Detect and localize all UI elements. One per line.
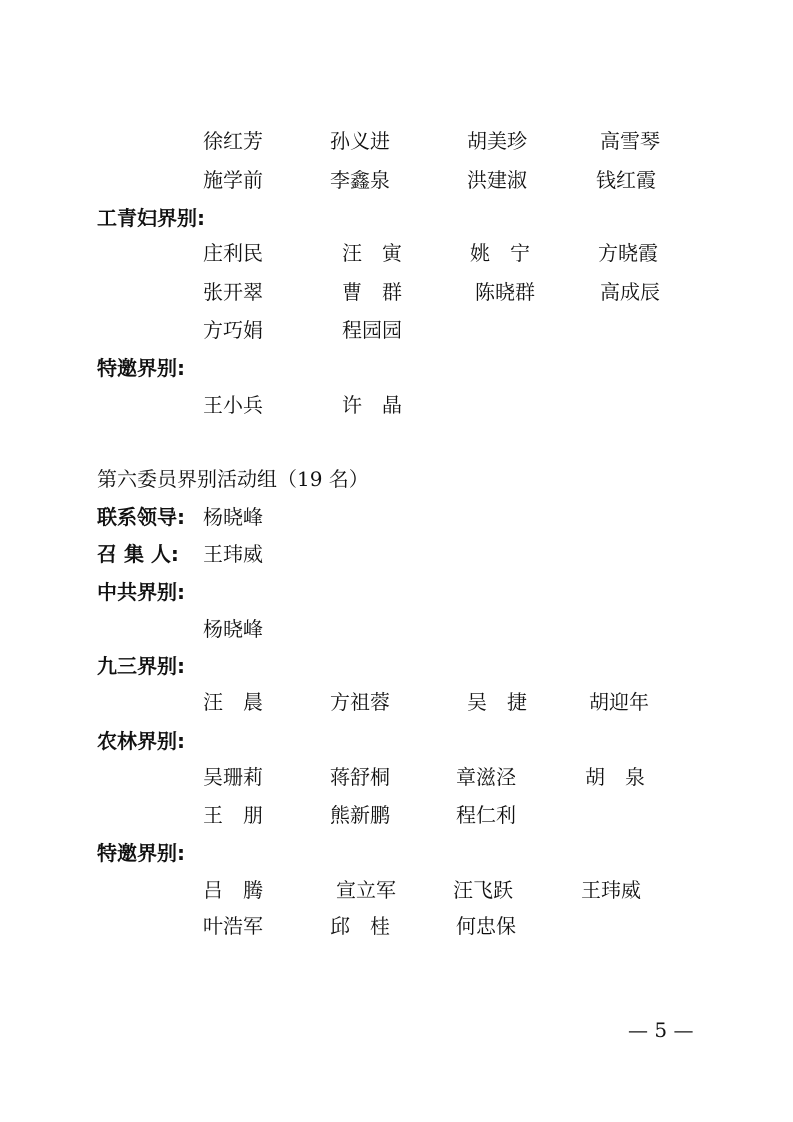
name: 吕 腾 xyxy=(203,878,263,902)
name: 程园园 xyxy=(342,318,402,342)
name: 施学前 xyxy=(203,168,263,192)
name: 高雪琴 xyxy=(600,129,660,153)
name: 徐红芳 xyxy=(203,129,263,153)
name: 叶浩军 xyxy=(203,914,263,938)
name: 庄利民 xyxy=(203,241,263,265)
name: 方祖蓉 xyxy=(330,690,390,714)
name: 张开翠 xyxy=(203,280,263,304)
name: 杨晓峰 xyxy=(203,617,263,641)
name: 何忠保 xyxy=(456,914,516,938)
name: 王小兵 xyxy=(203,393,263,417)
name: 蒋舒桐 xyxy=(330,765,390,789)
contact-leader-label: 联系领导: xyxy=(97,505,185,529)
name: 汪 晨 xyxy=(203,690,263,714)
name: 宣立军 xyxy=(336,878,396,902)
contact-leader-name: 杨晓峰 xyxy=(203,505,263,529)
name: 陈晓群 xyxy=(475,280,535,304)
group-title: 第六委员界别活动组（19 名） xyxy=(97,467,369,491)
name: 胡 泉 xyxy=(585,765,645,789)
name: 章滋泾 xyxy=(456,765,516,789)
name: 曹 群 xyxy=(342,280,402,304)
name: 吴珊莉 xyxy=(203,765,263,789)
name: 钱红霞 xyxy=(596,168,656,192)
name: 洪建淑 xyxy=(467,168,527,192)
name: 程仁利 xyxy=(456,803,516,827)
sector-heading-nonglin: 农林界别: xyxy=(97,729,185,753)
name: 熊新鹏 xyxy=(330,803,390,827)
sector-heading-jiusan: 九三界别: xyxy=(97,654,185,678)
sector-heading-gqf: 工青妇界别: xyxy=(97,206,205,230)
convener-label: 召 集 人: xyxy=(97,542,179,566)
page-number: — 5 — xyxy=(628,1018,694,1042)
name: 高成辰 xyxy=(600,280,660,304)
name: 王 朋 xyxy=(203,803,263,827)
sector-heading-teyao-2: 特邀界别: xyxy=(97,841,185,865)
name: 王玮威 xyxy=(581,878,641,902)
name: 胡迎年 xyxy=(589,690,649,714)
sector-heading-zhonggong: 中共界别: xyxy=(97,580,185,604)
name: 邱 桂 xyxy=(330,914,390,938)
name: 汪 寅 xyxy=(342,241,402,265)
name: 孙义进 xyxy=(330,129,390,153)
name: 吴 捷 xyxy=(467,690,527,714)
name: 方晓霞 xyxy=(598,241,658,265)
name: 胡美珍 xyxy=(467,129,527,153)
name: 李鑫泉 xyxy=(330,168,390,192)
name: 方巧娟 xyxy=(203,318,263,342)
convener-name: 王玮威 xyxy=(203,542,263,566)
name: 姚 宁 xyxy=(470,241,530,265)
name: 汪飞跃 xyxy=(453,878,513,902)
name: 许 晶 xyxy=(342,393,402,417)
sector-heading-teyao: 特邀界别: xyxy=(97,356,185,380)
